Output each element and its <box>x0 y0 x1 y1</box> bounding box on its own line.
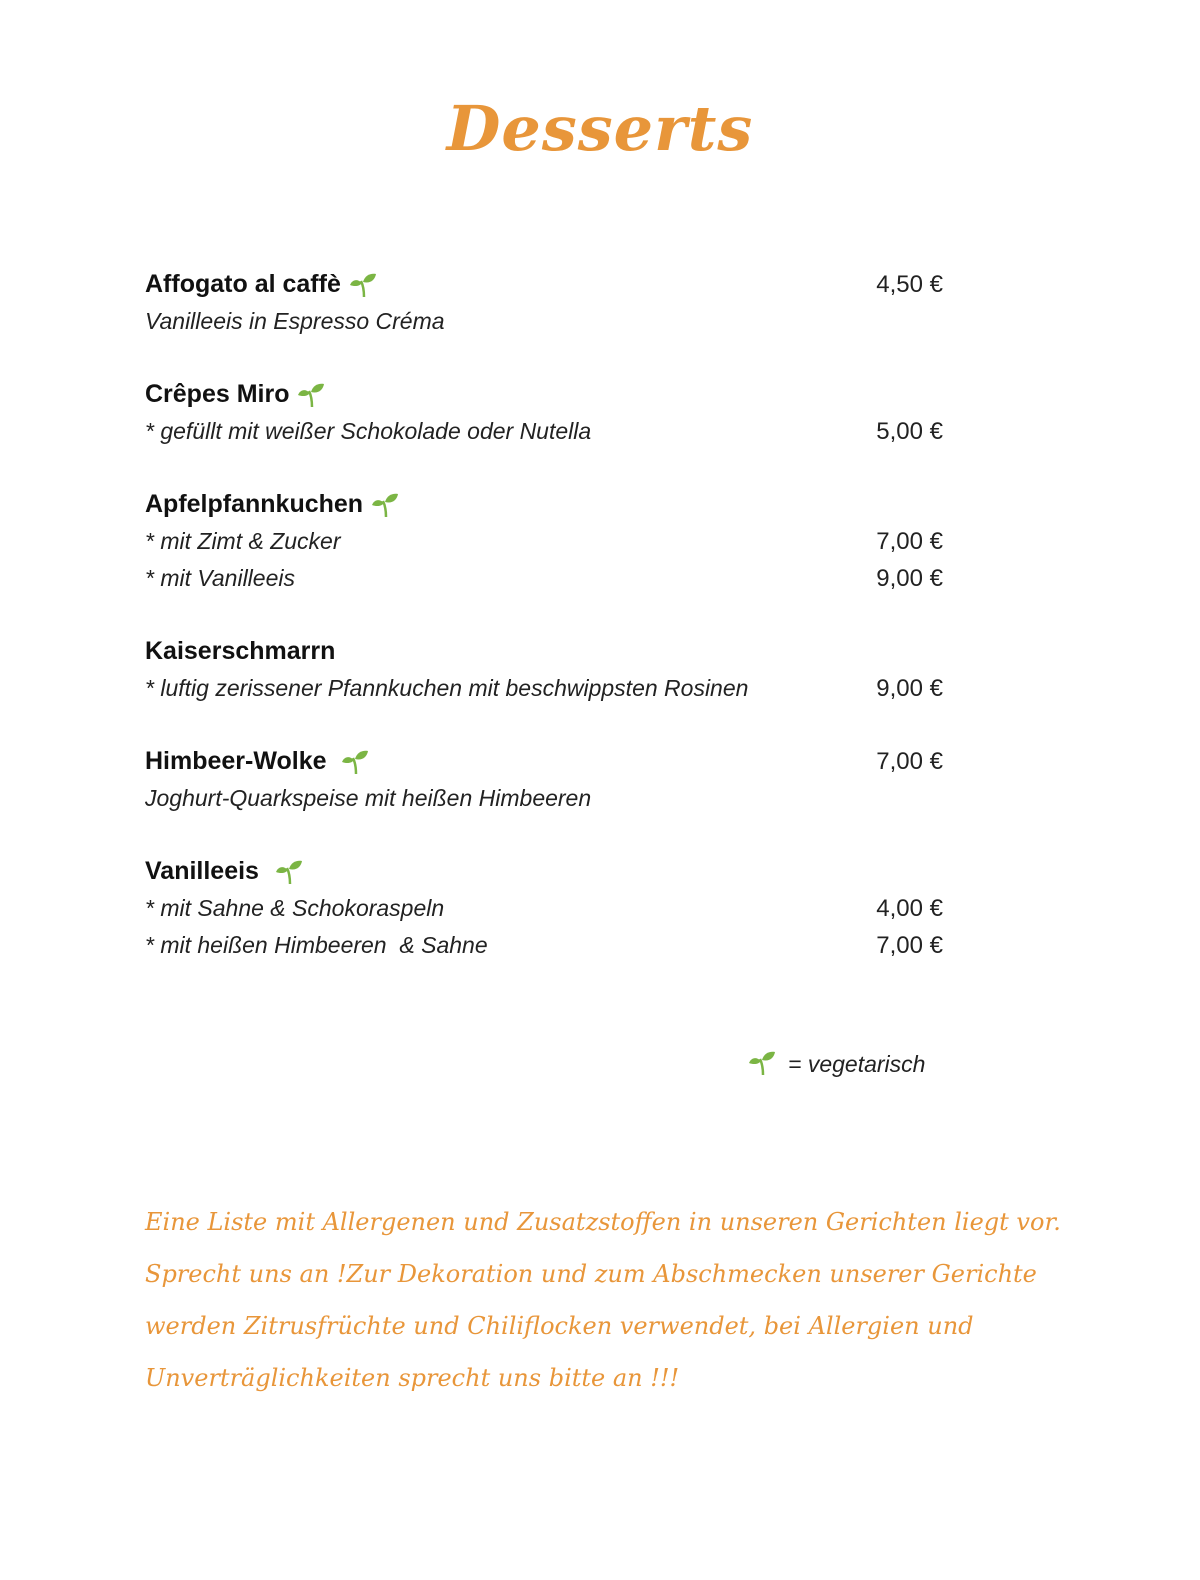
allergen-note: Eine Liste mit Allergenen und Zusatzstoffen in unseren Gerichten liegt vor. Sprecht uns an !Zur Dekoration und zum Abschmecken unserer Gerichte werden Zitrusfrüchte und Chiliflocken verwendet, bei Allergien und Unverträglichkeiten sprecht uns bitte an !!! <box>145 1208 1061 1392</box>
item-price: 4,50 € <box>876 271 943 298</box>
item-price: 4,00 € <box>876 895 943 922</box>
item-price: 9,00 € <box>876 675 943 702</box>
sprout-icon <box>349 272 377 298</box>
item-name: Crêpes Miro <box>145 380 290 408</box>
menu-item-affogato <box>145 266 945 303</box>
item-name: Himbeer-Wolke <box>145 747 327 775</box>
item-description: Vanilleeis in Espresso Créma <box>145 308 445 334</box>
sprout-icon <box>371 492 399 518</box>
item-name: Kaiserschmarrn <box>145 637 336 665</box>
item-option: * gefüllt mit weißer Schokolade oder Nutella 5,00 € <box>145 413 945 450</box>
page-title: Desserts <box>446 92 754 165</box>
item-price: 7,00 € <box>876 748 943 775</box>
sprout-icon <box>748 1050 776 1076</box>
item-price: 5,00 € <box>876 418 943 445</box>
item-name: Vanilleeis <box>145 857 259 885</box>
sprout-icon <box>341 749 369 775</box>
legend-label: = vegetarisch <box>788 1051 926 1077</box>
menu-item-kaiserschmarrn <box>145 633 945 670</box>
item-price: 7,00 € <box>876 528 943 555</box>
item-price: 9,00 € <box>876 565 943 592</box>
item-price: 7,00 € <box>876 932 943 959</box>
sprout-icon <box>297 382 325 408</box>
item-name: Apfelpfannkuchen <box>145 490 364 518</box>
item-option: * mit Vanilleeis 9,00 € <box>145 560 945 597</box>
item-name: Affogato al caffè <box>145 270 341 298</box>
menu-item-crepes-miro <box>145 376 945 413</box>
vegetarian-legend <box>748 1046 925 1082</box>
menu-item-apfelpfannkuchen <box>145 486 945 523</box>
sprout-icon <box>275 859 303 885</box>
item-option: * mit heißen Himbeeren & Sahne 7,00 € <box>145 927 945 964</box>
item-option: * mit Sahne & Schokoraspeln 4,00 € <box>145 890 945 927</box>
dessert-menu <box>145 266 945 964</box>
menu-item-himbeer-wolke <box>145 743 945 780</box>
item-option: * mit Zimt & Zucker 7,00 € <box>145 523 945 560</box>
menu-item-vanilleeis <box>145 853 945 890</box>
item-description: Joghurt-Quarkspeise mit heißen Himbeeren <box>145 785 592 811</box>
item-option: * luftig zerissener Pfannkuchen mit beschwippsten Rosinen 9,00 € <box>145 670 945 707</box>
